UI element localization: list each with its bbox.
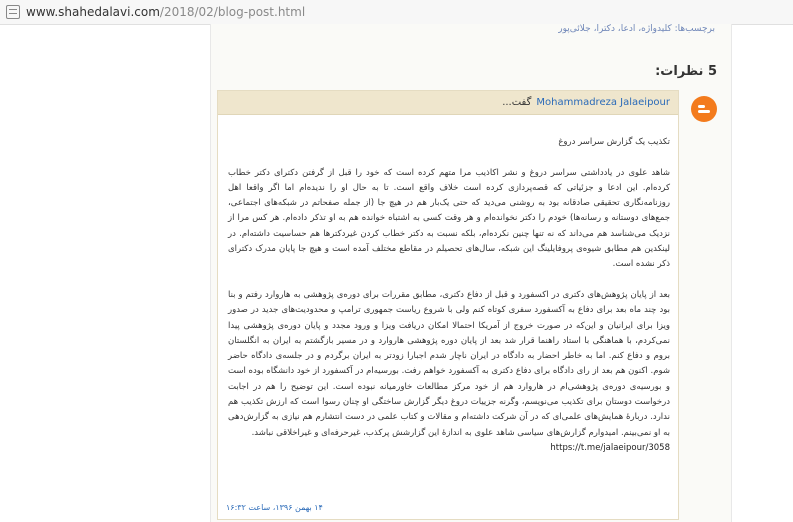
blog-content-column <box>210 24 732 522</box>
comment-paragraph-1: شاهد علوی در یادداشتی سراسر دروغ و نشر اکاذیب مرا متهم کرده است که خود را قبل از گرفتن دکترای دکتر خطاب کرده‌ام. این ادعا و جزئیاتی که قصه‌پردازی کرده است خلاف واقع است. تا به حال او را ندیده‌ام اما اگر واقعا اهل روزنامه‌نگاری تحقیقی صادقانه بود به روشنی می‌دید که حتی یک‌بار هم در هیچ جا (از جمله صفحاتم در شبکه‌های اجتماعی، جمع‌های دوستانه و رسانه‌ها) خودم را دکتر نخوانده‌ام و هر وقت کسی به اشتباه خوانده هم به او تذکر داده‌ام. هر کس مرا از نزدیک می‌شناسد هم می‌داند که نه تنها چنین نکرده‌ام، بلکه نسبت به دکتر خطاب کردن غیردکترها هم حساسیت داشته‌ام. در لینکدین هم مطابق شیوه‌ی پروفایلینگ این شبکه، سال‌های تحصیلم در مقاطع مختلف آمده است و هیچ جا پایان مدرک دکترای ذکر نشده است. <box>228 167 670 270</box>
comment-body <box>228 135 670 456</box>
comment-said-label: گفت... <box>502 97 532 108</box>
comment-timestamp-link[interactable]: ۱۴ بهمن ۱۳۹۶، ساعت ۱۶:۳۲ <box>226 503 323 512</box>
url-text[interactable] <box>26 5 305 19</box>
blogger-logo-icon[interactable] <box>691 96 717 122</box>
telegram-link[interactable]: https://t.me/jalaeipour/3058 <box>550 442 670 453</box>
comment-header <box>218 91 678 115</box>
post-labels[interactable]: برچسب‌ها: کلیدواژه، ادعا، دکترا، جلائی‌پور <box>558 24 715 34</box>
url-host: www.shahedalavi.com <box>26 5 160 19</box>
comment-paragraph-title: تکذیب یک گزارش سراسر دروغ <box>558 137 670 147</box>
comment-item <box>217 90 679 520</box>
comment-author-link[interactable]: Mohammadreza Jalaeipour <box>536 97 670 108</box>
address-bar[interactable] <box>0 0 793 25</box>
comment-paragraph-2-text: بعد از پایان پژوهش‌های دکتری در اکسفورد و قبل از دفاع دکتری، مطابق مقررات برای دوره‌ی پژوهشی به هاروارد رفتم و بنا بود چند ماه بعد برای دفاع به آکسفورد سفری کوتاه کنم ولی با شروع ریاست جمهوری ترامپ و محدودیت‌های جدید در صدور ویزا برای ایرانیان و این‌که در صورت خروج از آمریکا احتمالا امکان دریافت ویزا و ورود مجدد و پایان دوره‌ی پژوهشی پیدا نمی‌کردم، با هماهنگی با استاد راهنما قرار شد بعد از پایان دوره پژوهشی هاروارد و در مسیر بازگشتم به ایران به انگلستان بروم و دفاع کنم. اما به خاطر احضار به دادگاه در ایران ناچار شدم اجبارا زودتر به ایران برگردم و در جلسه‌ی دادگاه حاضر شوم. اکنون هم بعد از رای دادگاه برای دفاع دکتری به آکسفورد خواهم رفت. بورسیه‌ام در آکسفورد از خود دانشگاه بوده است و بورسیه‌ی دوره‌ی پژوهشی‌ام در هاروارد هم از خود مرکز مطالعات خاورمیانه نبوده است. این توضیح را هم در اجابت درخواست دوستان برای تکذیب می‌نویسم، وگرنه جزییات دروغ دیگر گزارش ساختگی او چنان رسوا است که ارزش تکذیب هم ندارد. دربارۀ همایش‌های علمی‌ای که در آن شرکت داشته‌ام و مقالات و کتاب علمی در دست انتشارم هم نیازی به گزارش‌دهی به او نمی‌بینم. امیدوارم گزارش‌های سیاسی شاهد علوی به اندازۀ این گزارشش پرکذب، غیرحرفه‌ای و غیراخلاقی نباشد. <box>228 289 670 438</box>
page-icon <box>6 5 20 19</box>
comments-heading: 5 نظرات: <box>655 64 717 79</box>
comment-paragraph-2 <box>228 288 670 456</box>
url-path: /2018/02/blog-post.html <box>159 5 306 19</box>
